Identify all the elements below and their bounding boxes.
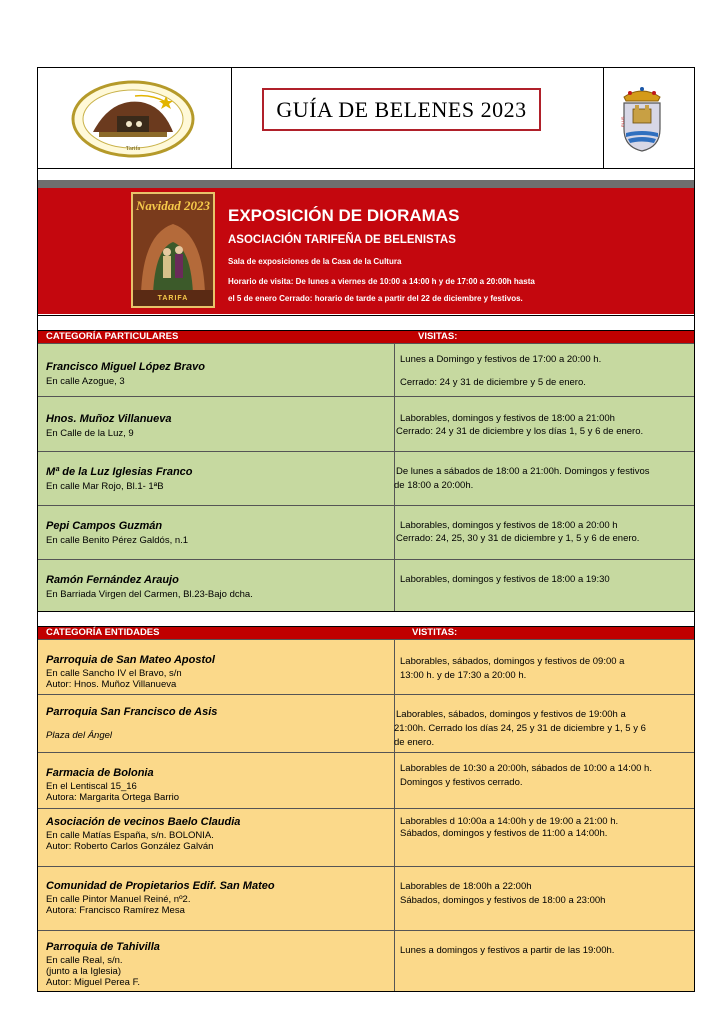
separator-bar bbox=[38, 180, 694, 188]
visit-hours: 13:00 h. y de 17:30 a 20:00 h. bbox=[400, 670, 527, 681]
visit-hours: Laborables, domingos y festivos de 18:00 a 20:00 h bbox=[400, 520, 618, 531]
poster-footer: TARIFA bbox=[157, 295, 189, 302]
belen-address: En calle Azogue, 3 bbox=[46, 376, 125, 387]
visit-hours: Lunes a Domingo y festivos de 17:00 a 20:00 h. bbox=[400, 354, 602, 365]
visit-hours: Sábados, domingos y festivos de 11:00 a 14:00h. bbox=[400, 828, 608, 839]
belen-owner: Mª de la Luz Iglesias Franco bbox=[46, 466, 193, 478]
belen-address: En calle Matías España, s/n. BOLONIA. bbox=[46, 830, 214, 841]
asociacion-belenistas-logo-icon bbox=[71, 80, 195, 158]
list-item bbox=[38, 808, 694, 866]
visit-hours: Laborables, domingos y festivos de 18:00 a 19:30 bbox=[400, 574, 610, 585]
list-item bbox=[38, 396, 694, 451]
belen-owner: Comunidad de Propietarios Edif. San Mateo bbox=[46, 880, 275, 892]
belen-author: Autora: Francisco Ramírez Mesa bbox=[46, 905, 185, 916]
belen-address: En calle Real, s/n. bbox=[46, 955, 123, 966]
belen-owner: Ramón Fernández Araujo bbox=[46, 574, 179, 586]
belen-author: Autor: Hnos. Muñoz Villanueva bbox=[46, 679, 177, 690]
svg-text:PLUS: PLUS bbox=[620, 116, 625, 127]
list-item bbox=[38, 505, 694, 559]
visit-hours: de 18:00 a 20:00h. bbox=[394, 480, 474, 491]
category-header-particulares bbox=[38, 330, 694, 343]
guide-title: GUÍA DE BELENES 2023 bbox=[262, 88, 541, 131]
list-item bbox=[38, 559, 694, 611]
visit-hours: Cerrado: 24 y 31 de diciembre y los días 1, 5 y 6 de enero. bbox=[396, 426, 644, 437]
belen-owner: Farmacia de Bolonia bbox=[46, 767, 154, 779]
list-item bbox=[38, 343, 694, 396]
visit-hours: De lunes a sábados de 18:00 a 21:00h. Domingos y festivos bbox=[396, 466, 650, 477]
section-spacer bbox=[38, 611, 694, 627]
visits-label: VISITAS: bbox=[418, 331, 458, 342]
visit-hours: 21:00h. Cerrado los días 24, 25 y 31 de diciembre y 1, 5 y 6 bbox=[394, 723, 646, 734]
visit-hours: Laborables, domingos y festivos de 18:00 a 21:00h bbox=[400, 413, 615, 424]
list-item bbox=[38, 930, 694, 991]
belen-owner: Pepi Campos Guzmán bbox=[46, 520, 163, 532]
exhibition-banner bbox=[38, 188, 694, 314]
exhibition-venue: Sala de exposiciones de la Casa de la Cultura bbox=[228, 257, 402, 266]
belen-owner: Parroquia de Tahivilla bbox=[46, 941, 160, 953]
visit-hours: de enero. bbox=[394, 737, 435, 748]
list-item bbox=[38, 694, 694, 752]
poster-title: Navidad 2023 bbox=[135, 198, 211, 213]
visits-label: VISTITAS: bbox=[412, 627, 458, 638]
category-label: CATEGORÍA ENTIDADES bbox=[46, 627, 160, 638]
visit-hours: Lunes a domingos y festivos a partir de las 19:00h. bbox=[400, 945, 615, 956]
list-item bbox=[38, 451, 694, 505]
belen-owner: Francisco Miguel López Bravo bbox=[46, 361, 205, 373]
visit-hours: Cerrado: 24, 25, 30 y 31 de diciembre y 1, 5 y 6 de enero. bbox=[396, 533, 640, 544]
visit-hours: Laborables de 10:30 a 20:00h, sábados de 10:00 a 14:00 h. bbox=[400, 763, 652, 774]
belen-address: Plaza del Ángel bbox=[46, 730, 113, 741]
header-divider bbox=[231, 68, 232, 168]
section-spacer bbox=[38, 315, 694, 326]
visit-hours: Laborables d 10:00a a 14:00h y de 19:00 a 21:00 h. bbox=[400, 816, 619, 827]
belen-address: En calle Benito Pérez Galdós, n.1 bbox=[46, 535, 189, 546]
belen-author: Autor: Miguel Perea F. bbox=[46, 977, 140, 988]
svg-text:Tarifa: Tarifa bbox=[125, 146, 141, 152]
belen-author: Autor: Roberto Carlos González Galván bbox=[46, 841, 214, 852]
visit-hours: Cerrado: 24 y 31 de diciembre y 5 de enero. bbox=[400, 377, 586, 388]
belen-owner: Hnos. Muñoz Villanueva bbox=[46, 413, 172, 425]
list-item bbox=[38, 639, 694, 694]
belen-address: En calle Pintor Manuel Reiné, nº2. bbox=[46, 894, 191, 905]
navidad-poster bbox=[131, 192, 215, 308]
header bbox=[38, 68, 694, 169]
visit-hours: Domingos y festivos cerrado. bbox=[400, 777, 523, 788]
belen-owner: Asociación de vecinos Baelo Claudia bbox=[46, 816, 241, 828]
exhibition-hours: el 5 de enero Cerrado: horario de tarde a partir del 22 de diciembre y festivos. bbox=[228, 294, 523, 303]
belen-address-note: (junto a la Iglesia) bbox=[46, 966, 121, 977]
visit-hours: Laborables, sábados, domingos y festivos de 19:00h a bbox=[396, 709, 626, 720]
header-divider bbox=[603, 68, 604, 168]
belen-owner: Parroquia San Francisco de Asis bbox=[46, 706, 218, 718]
belen-address: En el Lentiscal 15_16 bbox=[46, 781, 137, 792]
exhibition-hours: Horario de visita: De lunes a viernes de 10:00 a 14:00 h y de 17:00 a 20:00h hasta bbox=[228, 277, 535, 286]
exhibition-title: EXPOSICIÓN DE DIORAMAS bbox=[228, 206, 460, 225]
category-header-entidades bbox=[38, 626, 694, 639]
visit-hours: Laborables de 18:00h a 22:00h bbox=[400, 881, 532, 892]
tarifa-coat-of-arms-icon bbox=[618, 83, 666, 153]
guide-page bbox=[37, 67, 695, 992]
category-label: CATEGORÍA PARTICULARES bbox=[46, 331, 179, 342]
belen-address: En Barriada Virgen del Carmen, Bl.23-Bajo dcha. bbox=[46, 589, 253, 600]
visit-hours: Sábados, domingos y festivos de 18:00 a 23:00h bbox=[400, 895, 606, 906]
exhibition-subtitle: ASOCIACIÓN TARIFEÑA DE BELENISTAS bbox=[228, 234, 456, 246]
belen-address: En calle Sancho IV el Bravo, s/n bbox=[46, 668, 182, 679]
list-item bbox=[38, 752, 694, 808]
belen-owner: Parroquia de San Mateo Apostol bbox=[46, 654, 215, 666]
belen-address: En Calle de la Luz, 9 bbox=[46, 428, 134, 439]
visit-hours: Laborables, sábados, domingos y festivos de 09:00 a bbox=[400, 656, 625, 667]
belen-author: Autora: Margarita Ortega Barrio bbox=[46, 792, 180, 803]
belen-address: En calle Mar Rojo, Bl.1- 1ªB bbox=[46, 481, 164, 492]
list-item bbox=[38, 866, 694, 930]
